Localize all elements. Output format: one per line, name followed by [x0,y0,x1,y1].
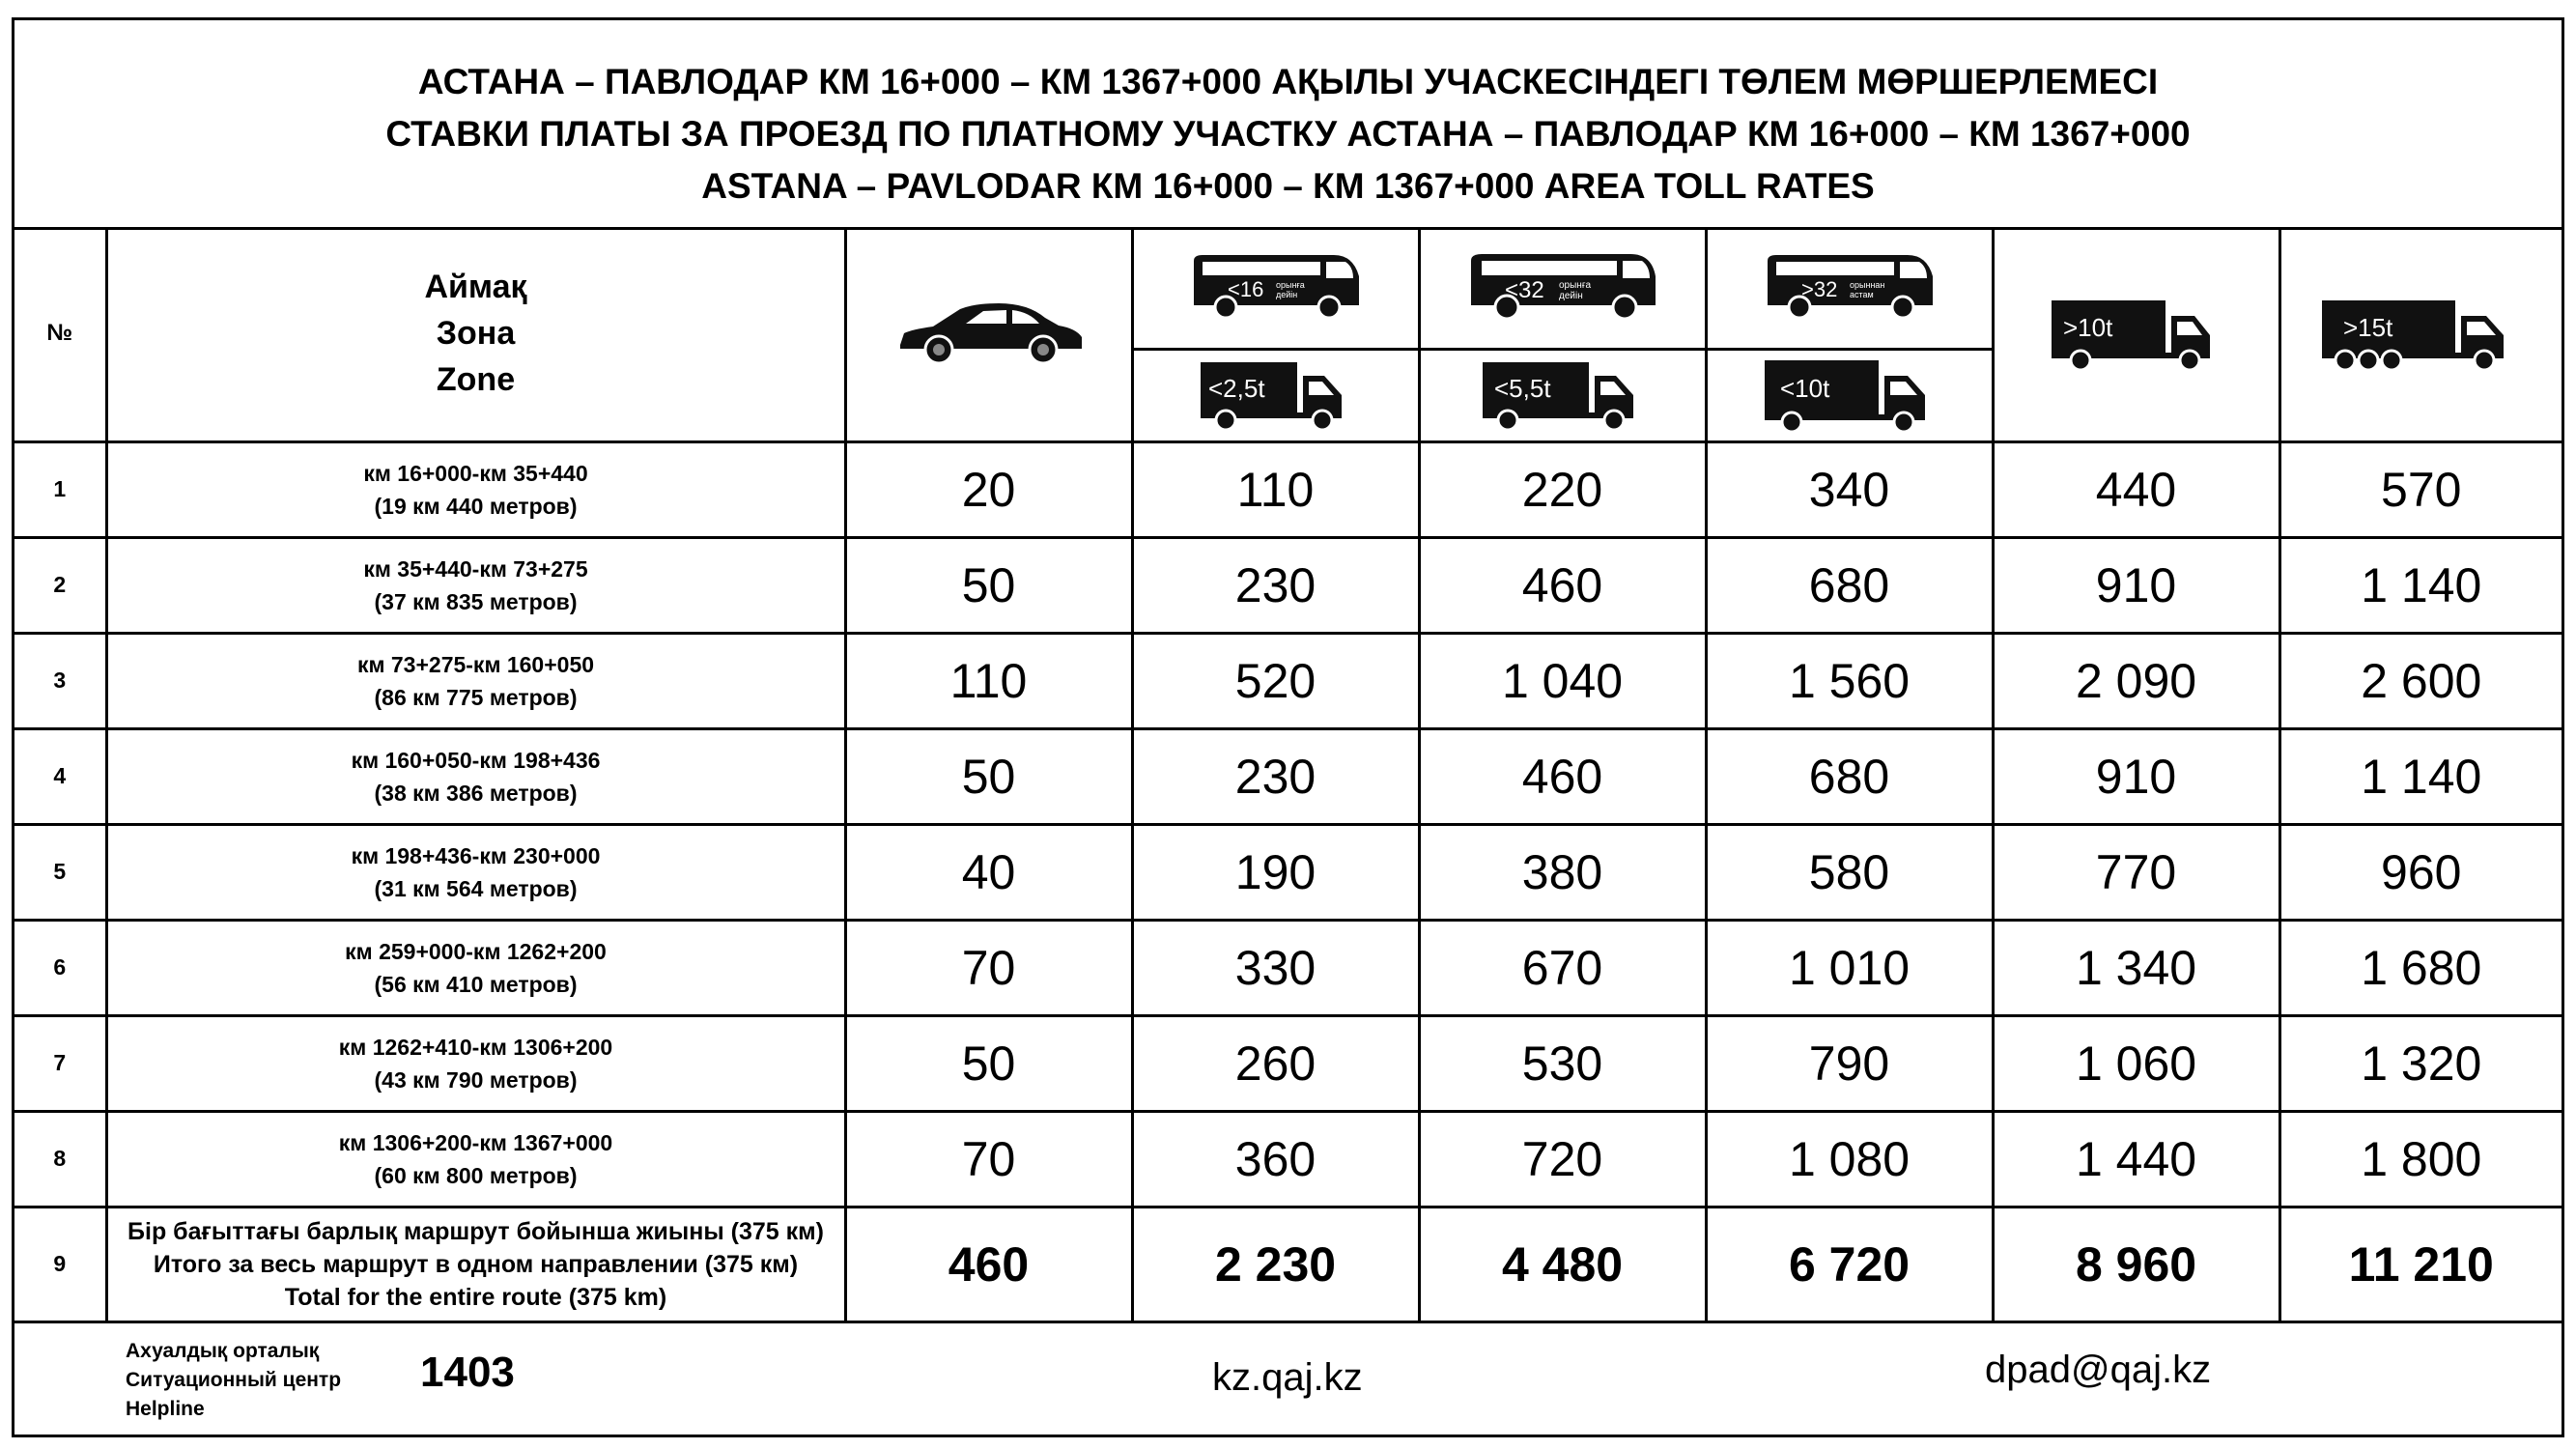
helpline-label-russian: Ситуационный центр [126,1369,342,1391]
rate-cell: 910 [1993,728,2279,824]
table-row [14,728,2562,824]
zone-label-english: Zone [436,361,516,399]
total-label-english: Total for the entire route (375 km) [284,1283,667,1311]
rate-cell: 190 [1132,824,1419,920]
title-line-kazakh: АСТАНА – ПАВЛОДАР КМ 16+000 – КМ 1367+000 АҚЫЛЫ УЧАСКЕСІНДЕГІ ТӨЛЕМ МӨРШЕРЛЕМЕСІ [417,62,2159,101]
rate-cell: 330 [1132,920,1419,1015]
helpline-label-kazakh: Ахуалдық орталық [126,1340,320,1362]
rate-cell: 2 090 [1993,633,2279,728]
bus-small-header [1132,227,1419,349]
bus-large-label: >32 [1800,277,1837,302]
rate-cell: 1 340 [1993,920,2279,1015]
rate-cell: 680 [1706,537,1993,633]
header-row-top [14,227,2562,349]
total-rate-cell: 4 480 [1419,1207,1706,1321]
truck-large-header [1706,349,1993,441]
row-number: 1 [14,441,106,537]
rate-cell: 770 [1993,824,2279,920]
zone-length: (19 км 440 метров) [374,493,578,519]
zone-cell [106,633,845,728]
helpline-labels [126,1337,341,1424]
rate-cell: 790 [1706,1015,1993,1111]
table-row [14,1015,2562,1111]
zone-range: км 198+436-км 230+000 [351,842,601,868]
rate-cell: 1 320 [2279,1015,2562,1111]
svg-text:орынға: орынға [1558,280,1591,292]
zone-length: (56 км 410 метров) [374,971,578,997]
rate-cell: 360 [1132,1111,1419,1207]
bus-icon-medium [1466,251,1659,323]
zone-cell [106,537,845,633]
rate-cell: 40 [845,824,1132,920]
zone-cell [106,824,845,920]
toll-rate-sheet [12,17,2564,1437]
zone-cell [106,1015,845,1111]
rate-cell: 380 [1419,824,1706,920]
zone-cell [106,1111,845,1207]
rate-cell: 440 [1993,441,2279,537]
truck-small-header [1132,349,1419,441]
rate-cell: 220 [1419,441,1706,537]
footer [14,1320,2562,1435]
truck-xheavy-label: >15t [2342,313,2393,343]
rate-cell: 50 [845,728,1132,824]
rate-cell: 2 600 [2279,633,2562,728]
truck-icon-large [1763,356,1937,434]
zone-length: (43 км 790 метров) [374,1066,578,1093]
row-number: 6 [14,920,106,1015]
rate-cell: 1 140 [2279,728,2562,824]
rate-cell: 680 [1706,728,1993,824]
bus-icon-small [1189,253,1363,321]
table-row [14,824,2562,920]
rate-cell: 570 [2279,441,2562,537]
bus-icon-large [1763,253,1937,321]
car-icon [892,295,1086,372]
table-row [14,920,2562,1015]
zone-range: км 160+050-км 198+436 [351,747,601,773]
table-row [14,537,2562,633]
total-label-cell [106,1207,845,1321]
svg-text:орыннан: орыннан [1849,280,1884,291]
zone-length: (37 км 835 метров) [374,588,578,614]
truck-icon-medium [1481,358,1645,432]
zone-range: км 1306+200-км 1367+000 [338,1129,613,1155]
row-number: 7 [14,1015,106,1111]
total-rate-cell: 11 210 [2279,1207,2562,1321]
zone-range: км 259+000-км 1262+200 [345,938,607,964]
truck-icon-heavy [2050,295,2223,372]
svg-text:дейін: дейін [1275,290,1297,300]
row-number: 4 [14,728,106,824]
rate-cell: 1 010 [1706,920,1993,1015]
row-number: 3 [14,633,106,728]
zone-range: км 16+000-км 35+440 [363,460,588,486]
zone-cell [106,920,845,1015]
row-number: 9 [14,1207,106,1321]
truck-icon-small [1199,358,1353,432]
zone-label-kazakh: Аймақ [424,269,527,306]
total-rate-cell: 460 [845,1207,1132,1321]
helpline-label-english: Helpline [126,1398,205,1420]
total-rate-cell: 6 720 [1706,1207,1993,1321]
rate-cell: 460 [1419,537,1706,633]
rate-cell: 530 [1419,1015,1706,1111]
truck-xheavy-header [2279,227,2562,441]
zone-cell [106,441,845,537]
toll-rates-table [14,227,2562,1323]
rate-cell: 1 440 [1993,1111,2279,1207]
rate-cell: 50 [845,1015,1132,1111]
rate-cell: 230 [1132,537,1419,633]
total-label-kazakh: Бір бағыттағы барлық маршрут бойынша жиыны (375 км) [127,1217,824,1245]
zone-header [106,227,845,441]
email-link[interactable]: dpad@qaj.kz [1985,1349,2212,1391]
rate-cell: 50 [845,537,1132,633]
rate-cell: 1 140 [2279,537,2562,633]
rate-cell: 960 [2279,824,2562,920]
bus-small-label: <16 [1227,277,1263,302]
row-number: 5 [14,824,106,920]
zone-length: (86 км 775 метров) [374,684,578,710]
truck-heavy-header [1993,227,2279,441]
rate-cell: 20 [845,441,1132,537]
rate-cell: 1 680 [2279,920,2562,1015]
website-link[interactable]: kz.qaj.kz [1212,1356,1363,1399]
bus-medium-header [1419,227,1706,349]
zone-range: км 35+440-км 73+275 [363,555,588,582]
truck-heavy-label: >10t [2062,313,2112,343]
row-number: 2 [14,537,106,633]
total-row [14,1207,2562,1321]
rate-cell: 1 800 [2279,1111,2562,1207]
rate-cell: 110 [845,633,1132,728]
svg-text:астам: астам [1849,290,1874,300]
truck-small-label: <2,5t [1207,374,1265,403]
bus-medium-label: <32 [1504,277,1544,304]
rate-cell: 720 [1419,1111,1706,1207]
rate-cell: 910 [1993,537,2279,633]
zone-range: км 73+275-км 160+050 [356,651,595,677]
truck-large-label: <10t [1779,374,1829,403]
number-header: № [14,227,106,441]
helpline-number: 1403 [420,1349,515,1396]
rate-cell: 340 [1706,441,1993,537]
rate-cell: 70 [845,920,1132,1015]
title-block [14,20,2562,230]
svg-text:дейін: дейін [1558,291,1583,302]
total-rate-cell: 8 960 [1993,1207,2279,1321]
rate-cell: 580 [1706,824,1993,920]
truck-medium-header [1419,349,1706,441]
rate-cell: 460 [1419,728,1706,824]
row-number: 8 [14,1111,106,1207]
zone-cell [106,728,845,824]
rate-cell: 260 [1132,1015,1419,1111]
zone-range: км 1262+410-км 1306+200 [338,1034,613,1060]
zone-length: (38 км 386 метров) [374,780,578,806]
rate-cell: 1 080 [1706,1111,1993,1207]
rate-cell: 230 [1132,728,1419,824]
table-row [14,441,2562,537]
rate-cell: 110 [1132,441,1419,537]
title-line-russian: СТАВКИ ПЛАТЫ ЗА ПРОЕЗД ПО ПЛАТНОМУ УЧАСТКУ АСТАНА – ПАВЛОДАР КМ 16+000 – КМ 1367+000 [385,114,2191,154]
car-class-header [845,227,1132,441]
rate-cell: 70 [845,1111,1132,1207]
title-line-english: ASTANA – PAVLODAR КМ 16+000 – КМ 1367+000 AREA TOLL RATES [701,166,1875,206]
svg-text:орынға: орынға [1275,280,1305,291]
bus-large-header [1706,227,1993,349]
total-label-russian: Итого за весь маршрут в одном направлении (375 км) [153,1250,799,1278]
total-rate-cell: 2 230 [1132,1207,1419,1321]
truck-icon-xheavy [2320,295,2523,372]
rate-cell: 670 [1419,920,1706,1015]
rate-cell: 1 560 [1706,633,1993,728]
zone-label-russian: Зона [436,315,516,353]
rate-cell: 520 [1132,633,1419,728]
rate-cell: 1 060 [1993,1015,2279,1111]
zone-length: (31 км 564 метров) [374,875,578,901]
zone-length: (60 км 800 метров) [374,1162,578,1188]
truck-medium-label: <5,5t [1493,374,1551,403]
rate-cell: 1 040 [1419,633,1706,728]
table-row [14,1111,2562,1207]
table-row [14,633,2562,728]
